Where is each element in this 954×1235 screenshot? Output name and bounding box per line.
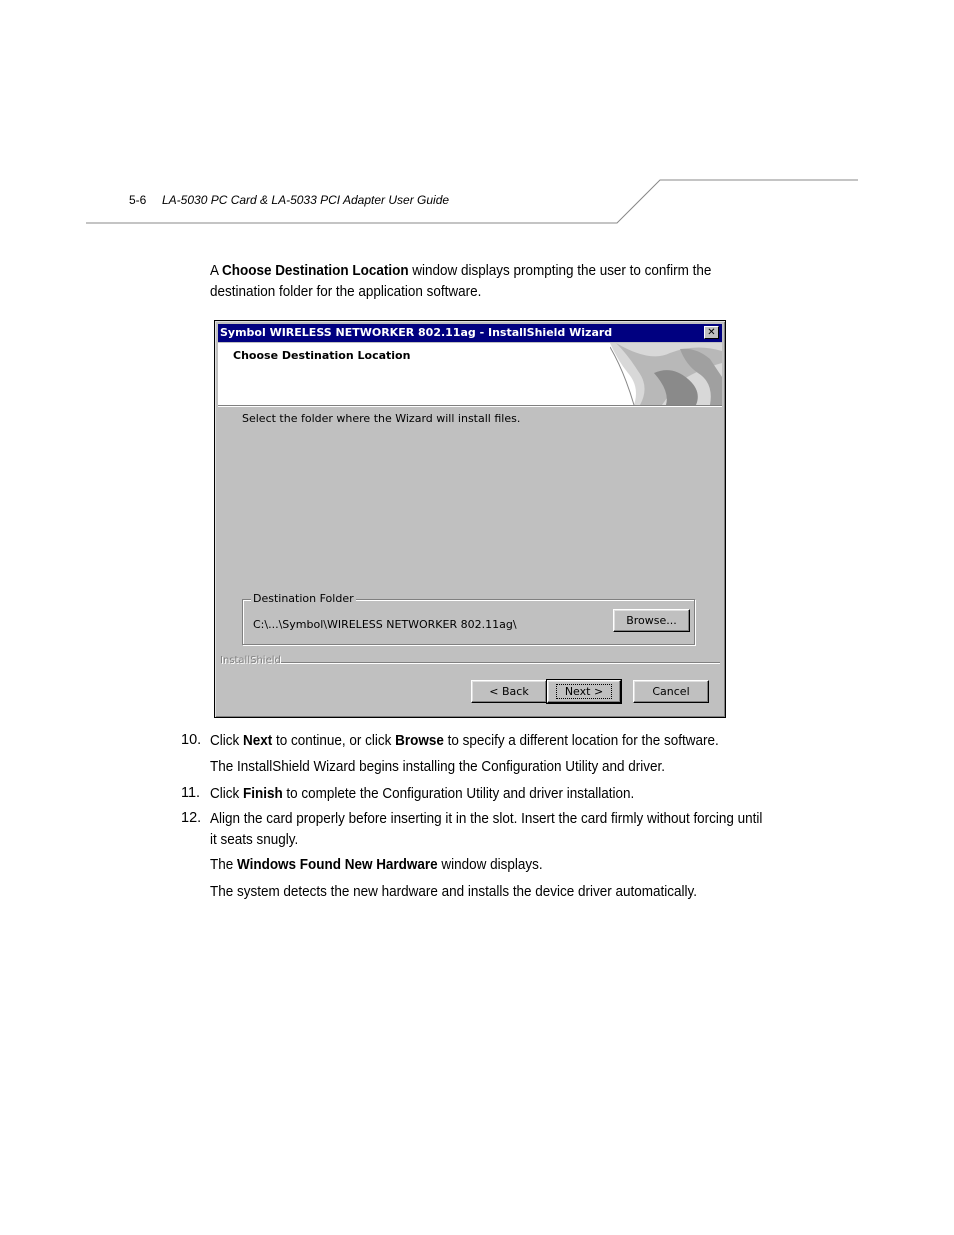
cancel-button[interactable]: Cancel — [633, 680, 709, 703]
page-number: 5-6 — [129, 193, 147, 207]
installshield-label: InstallShield — [220, 655, 284, 666]
banner-title: Choose Destination Location — [233, 349, 411, 362]
browse-button[interactable]: Browse... — [613, 609, 690, 632]
step-number: 11. — [181, 785, 201, 801]
step-number: 10. — [181, 732, 202, 748]
step-10: Click Next to continue, or click Browse to specify a different location for the software. — [210, 733, 719, 749]
instruction-text: Select the folder where the Wizard will install files. — [242, 412, 521, 425]
banner-separator — [218, 405, 722, 407]
close-icon: ✕ — [707, 327, 716, 338]
intro-bold: Choose Destination Location — [222, 263, 409, 279]
installshield-dialog — [214, 320, 726, 718]
destination-folder-group — [242, 592, 695, 645]
footer-separator — [281, 662, 720, 664]
next-button-label: Next > — [556, 684, 612, 699]
next-button[interactable] — [547, 680, 621, 703]
step-number: 12. — [181, 810, 202, 826]
step-12-note-1: The Windows Found New Hardware window displays. — [210, 857, 543, 873]
running-title: LA-5030 PC Card & LA-5033 PCI Adapter User Guide — [162, 193, 450, 207]
group-label: Destination Folder — [253, 592, 354, 605]
back-button[interactable]: < Back — [471, 680, 547, 703]
step-11: Click Finish to complete the Configuration Utility and driver installation. — [210, 786, 635, 802]
step-12: Align the card properly before inserting it in the slot. Insert the card firmly without forcing until it seats snugly. — [210, 811, 763, 848]
close-button[interactable] — [704, 326, 719, 339]
intro-paragraph: A Choose Destination Location window displays prompting the user to confirm the destination folder for the application software. — [210, 263, 712, 300]
destination-path: C:\...\Symbol\WIRELESS NETWORKER 802.11ag\ — [253, 618, 517, 631]
installshield-logo-icon — [610, 343, 722, 405]
dialog-title: Symbol WIRELESS NETWORKER 802.11ag - InstallShield Wizard — [220, 326, 613, 339]
dialog-banner — [218, 343, 722, 405]
dialog-titlebar — [218, 324, 722, 342]
step-12-note-2: The system detects the new hardware and installs the device driver automatically. — [210, 884, 697, 900]
step-10-note: The InstallShield Wizard begins installing the Configuration Utility and driver. — [210, 759, 665, 775]
